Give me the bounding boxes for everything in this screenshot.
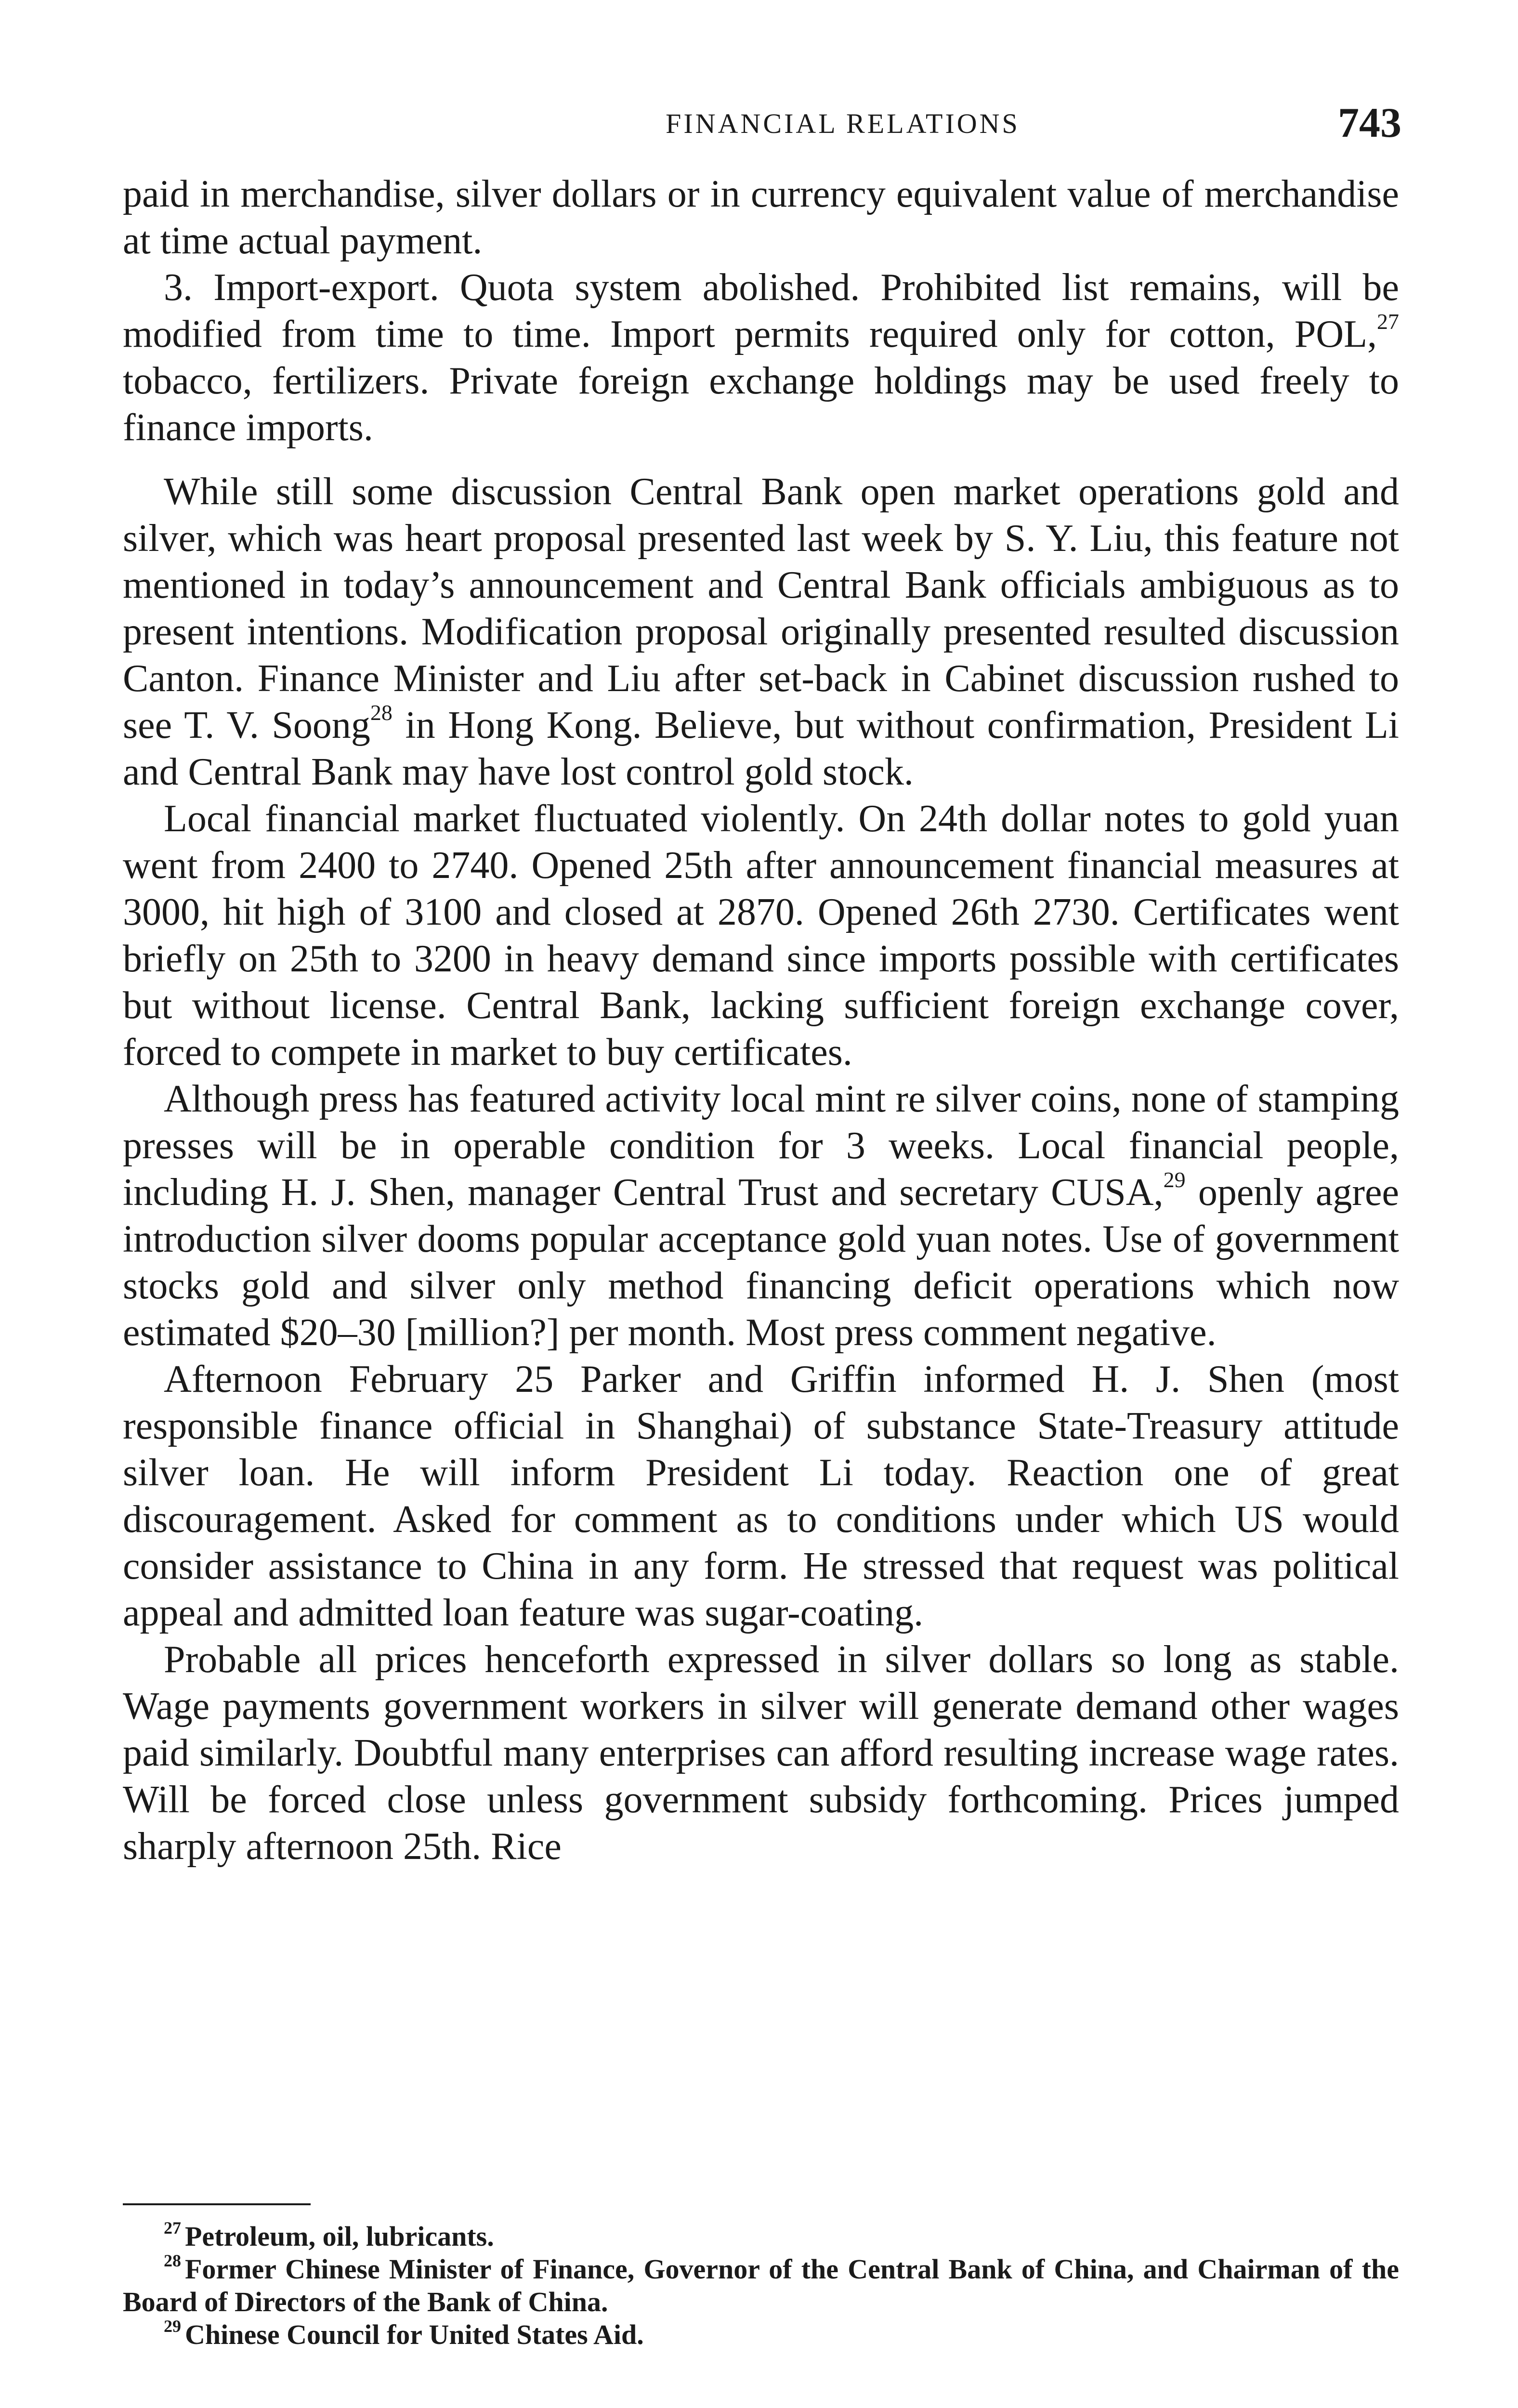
paragraph-text: Afternoon February 25 Parker and Griffin informed H. J. Shen (most responsible finance official in Shanghai) of substance State-Treasury attitude silver loan. He will inform President Li today. Reaction one of great discouragement. Asked for comment as to conditions under which US would consider assistance to China in any form. He stressed that request was political appeal and admitted loan feature was sugar-coating. xyxy=(123,1358,1399,1634)
paragraph-mint xyxy=(123,1076,1399,1356)
footnote xyxy=(123,2318,1399,2351)
footnote-number: 28 xyxy=(164,2251,181,2270)
paragraph-text: in Hong Kong. Believe, but without confirmation, President Li and Central Bank may have lost control gold stock. xyxy=(123,704,1399,793)
footnotes xyxy=(123,2220,1399,2351)
paragraph-text: paid in merchandise, silver dollars or in currency equivalent value of merchandise at time actual payment. xyxy=(123,173,1399,262)
footnote-text: Former Chinese Minister of Finance, Governor of the Central Bank of China, and Chairman of the Board of Directors of the Bank of China. xyxy=(123,2253,1399,2317)
footnote-divider xyxy=(123,2203,311,2205)
paragraph-import-export xyxy=(123,264,1399,451)
page-number: 743 xyxy=(1338,100,1401,146)
paragraph-afternoon xyxy=(123,1356,1399,1636)
paragraph-local-market xyxy=(123,796,1399,1076)
paragraph-text: Local financial market fluctuated violently. On 24th dollar notes to gold yuan went from 2400 to 2740. Opened 25th after announcement financial measures at 3000, hit high of 3100 and closed at 2870. Opened 26th 2730. Certificates went briefly on 25th to 3200 in heavy demand since imports possible with certificates but without license. Central Bank, lacking sufficient foreign exchange cover, forced to compete in market to buy certificates. xyxy=(123,798,1399,1073)
paragraph-text: While still some discussion Central Bank open market operations gold and silver, which was heart proposal presented last week by S. Y. Liu, this feature not mentioned in today’s announcement and Central Bank officials ambiguous as to present intentions. Modification proposal originally presented resulted discussion Canton. Finance Minister and Liu after set-back in Cabinet discussion rushed to see T. V. Soong xyxy=(123,471,1399,746)
running-title: FINANCIAL RELATIONS xyxy=(666,108,1020,139)
paragraph-central-bank xyxy=(123,469,1399,796)
paragraph-prices xyxy=(123,1636,1399,1870)
footnote xyxy=(123,2220,1399,2253)
footnote-text: Petroleum, oil, lubricants. xyxy=(185,2221,494,2252)
page-header xyxy=(120,99,1401,157)
paragraph-continuation xyxy=(123,171,1399,264)
body-text xyxy=(123,171,1399,1870)
paragraph-text: openly agree introduction silver dooms popular acceptance gold yuan notes. Use of government stocks gold and silver only method financing deficit operations which now estimated $20–30 [million?] per month. Most press comment negative. xyxy=(123,1171,1399,1354)
footnote-ref-27: 27 xyxy=(1377,309,1399,334)
paragraph-text: Although press has featured activity local mint re silver coins, none of stamping presses will be in operable condition for 3 weeks. Local financial people, including H. J. Shen, manager Central Trust and secretary CUSA, xyxy=(123,1078,1399,1214)
paragraph-text: tobacco, fertilizers. Private foreign exchange holdings may be used freely to finance imports. xyxy=(123,360,1399,449)
item-number: 3. xyxy=(164,266,193,309)
footnote-number: 29 xyxy=(164,2316,181,2336)
paragraph-text: Probable all prices henceforth expressed in silver dollars so long as stable. Wage payments government workers in silver will generate demand other wages paid similarly. Doubtful many enterprises can afford resulting increase wage rates. Will be forced close unless government subsidy forthcoming. Prices jumped sharply afternoon 25th. Rice xyxy=(123,1638,1399,1868)
footnote-ref-29: 29 xyxy=(1163,1167,1186,1192)
footnote-number: 27 xyxy=(164,2218,181,2238)
paragraph-text: Import-export. Quota system abolished. Prohibited list remains, will be modified from time to time. Import permits required only for cotton, POL, xyxy=(123,266,1400,355)
footnote xyxy=(123,2253,1399,2318)
footnote-ref-28: 28 xyxy=(370,700,393,725)
footnote-text: Chinese Council for United States Aid. xyxy=(185,2319,644,2350)
